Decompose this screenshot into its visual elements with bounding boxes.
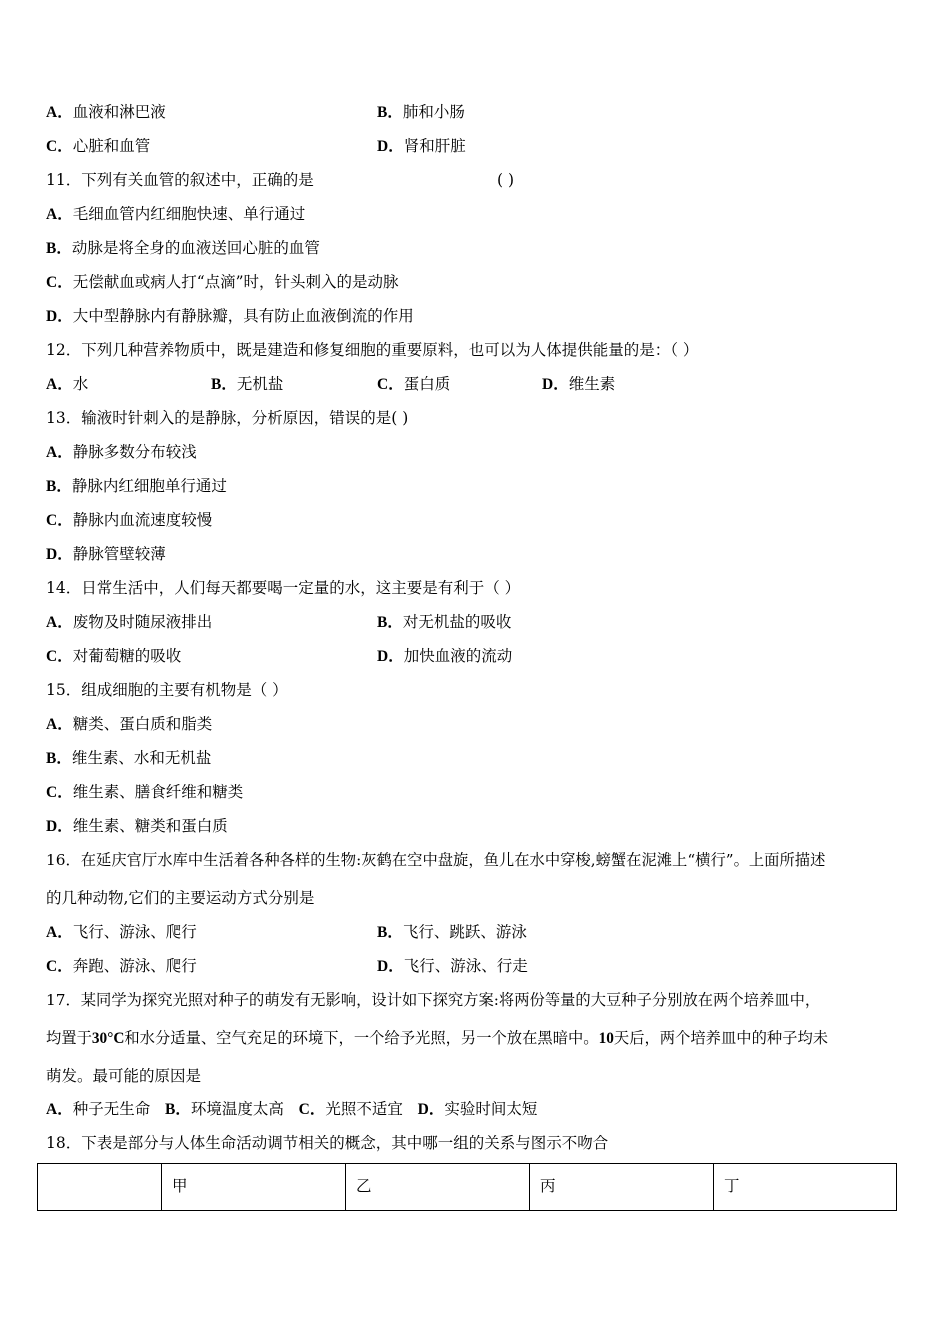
q11-stem: 11．下列有关血管的叙述中，正确的是 ( ): [46, 171, 515, 189]
q12-option-c: C．蛋白质: [377, 375, 451, 393]
q10-option-d: D．肾和肝脏: [377, 137, 466, 155]
q11-option-b: B．动脉是将全身的血液送回心脏的血管: [46, 239, 320, 257]
q15-option-d: D．维生素、糖类和蛋白质: [46, 817, 228, 835]
q11-option-d: D．大中型静脉内有静脉瓣，具有防止血液倒流的作用: [46, 307, 414, 325]
q16-option-a: A．飞行、游泳、爬行: [46, 923, 197, 941]
q11-option-c: C．无偿献血或病人打“点滴”时，针头刺入的是动脉: [46, 273, 399, 291]
q17-option-b: B．环境温度太高: [165, 1100, 284, 1118]
q16-row-cd: [46, 956, 528, 977]
q10-row-ab: [46, 102, 465, 123]
q17-temperature: 30°C: [91, 1030, 125, 1047]
q17-stem-line3: 萌发。最可能的原因是: [46, 1067, 202, 1085]
q15-stem: 15．组成细胞的主要有机物是（ ）: [46, 681, 288, 699]
q14-option-c: C．对葡萄糖的吸收: [46, 647, 182, 665]
q14-row-cd: [46, 646, 513, 667]
q17-options: [46, 1099, 537, 1120]
q16-stem-line2: 的几种动物,它们的主要运动方式分别是: [46, 889, 315, 907]
q15-option-a: A．糖类、蛋白质和脂类: [46, 715, 213, 733]
q15-option-b: B．维生素、水和无机盐: [46, 749, 212, 767]
q11-option-a: A．毛细血管内红细胞快速、单行通过: [46, 205, 306, 223]
q13-option-b: B．静脉内红细胞单行通过: [46, 477, 227, 495]
table-header-cell-0: [38, 1164, 162, 1211]
q12-option-a: A．水: [46, 375, 89, 393]
q18-concept-table: [37, 1163, 897, 1211]
q13-stem: 13．输液时针刺入的是静脉，分析原因，错误的是( ): [46, 409, 409, 427]
q12-stem: 12．下列几种营养物质中，既是建造和修复细胞的重要原料，也可以为人体提供能量的是：（ ）: [46, 341, 699, 359]
q13-option-a: A．静脉多数分布较浅: [46, 443, 197, 461]
q10-option-b: B．肺和小肠: [377, 103, 465, 121]
q12-option-b: B．无机盐: [211, 375, 284, 393]
q17-option-a: A．种子无生命: [46, 1100, 151, 1118]
q16-stem-line1: 16．在延庆官厅水库中生活着各种各样的生物:灰鹤在空中盘旋，鱼儿在水中穿梭,螃蟹在泥滩上“横行”。上面所描述: [46, 851, 826, 869]
q16-option-b: B．飞行、跳跃、游泳: [377, 923, 527, 941]
q14-option-d: D．加快血液的流动: [377, 647, 513, 665]
table-header-cell-4: 丁: [714, 1164, 897, 1211]
table-header-cell-2: 乙: [346, 1164, 530, 1211]
q12-option-d: D．维生素: [542, 375, 616, 393]
q16-row-ab: [46, 922, 527, 943]
q10-row-cd: [46, 136, 466, 157]
q13-option-c: C．静脉内血流速度较慢: [46, 511, 213, 529]
table-row: [38, 1164, 897, 1211]
q17-stem-line1: 17．某同学为探究光照对种子的萌发有无影响，设计如下探究方案:将两份等量的大豆种子分别放在两个培养皿中，: [46, 991, 821, 1009]
q14-row-ab: [46, 612, 512, 633]
q18-stem: 18．下表是部分与人体生命活动调节相关的概念，其中哪一组的关系与图示不吻合: [46, 1134, 609, 1152]
q16-option-d: D．飞行、游泳、行走: [377, 957, 528, 975]
q17-option-c: C．光照不适宜: [298, 1100, 403, 1118]
q14-option-b: B．对无机盐的吸收: [377, 613, 512, 631]
q17-option-d: D．实验时间太短: [417, 1100, 538, 1118]
q17-stem-line2: 均置于30°C和水分适量、空气充足的环境下，一个给予光照，另一个放在黑暗中。10天后，两个培养皿中的种子均未: [46, 1029, 829, 1047]
q15-option-c: C．维生素、膳食纤维和糖类: [46, 783, 244, 801]
q10-option-a: A．血液和淋巴液: [46, 103, 166, 121]
q13-option-d: D．静脉管壁较薄: [46, 545, 166, 563]
q14-option-a: A．废物及时随尿液排出: [46, 613, 213, 631]
q14-stem: 14．日常生活中，人们每天都要喝一定量的水，这主要是有利于（ ）: [46, 579, 521, 597]
q10-option-c: C．心脏和血管: [46, 137, 151, 155]
q16-option-c: C．奔跑、游泳、爬行: [46, 957, 197, 975]
table-header-cell-1: 甲: [162, 1164, 346, 1211]
q17-days: 10: [598, 1030, 614, 1047]
table-header-cell-3: 丙: [530, 1164, 714, 1211]
